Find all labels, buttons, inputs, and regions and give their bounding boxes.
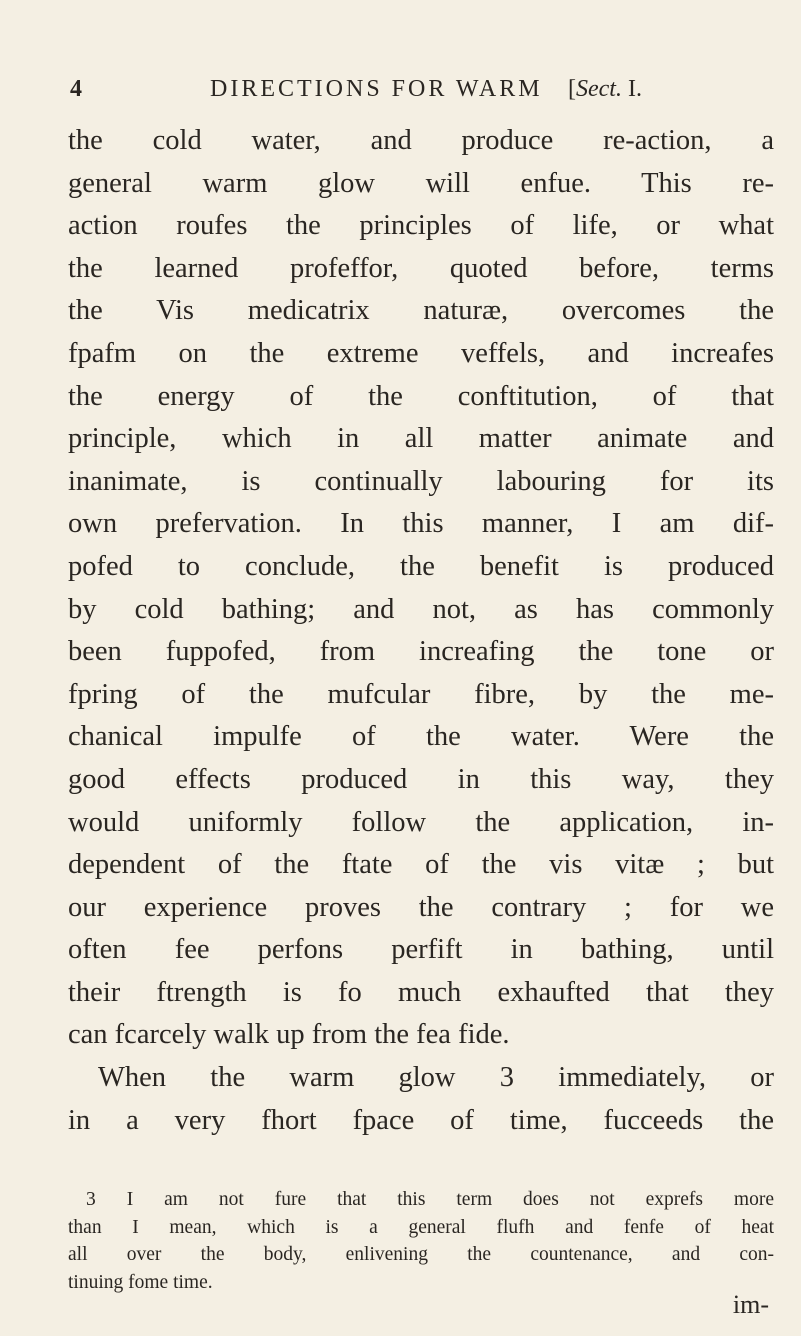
footnote-line: tinuing fome time.	[68, 1271, 213, 1293]
text-line: chanical impulfe of the water. Were the	[68, 721, 774, 753]
page-number: 4	[70, 76, 84, 102]
text-line: can fcarcely walk up from the fea fide.	[68, 1019, 510, 1051]
running-head	[70, 76, 770, 110]
text-line: good effects produced in this way, they	[68, 763, 774, 795]
text-line: pofed to conclude, the benefit is produced	[68, 550, 774, 582]
text-line: When the warm glow 3 immediately, or	[98, 1062, 774, 1094]
text-line: inanimate, is continually labouring for its	[68, 465, 774, 497]
text-line: often fee perfons perfift in bathing, until	[68, 934, 774, 966]
section-number: I.	[627, 76, 642, 102]
footnote-line: than I mean, which is a general flufh and fenfe of heat	[68, 1216, 774, 1238]
text-line: fpafm on the extreme veffels, and increafes	[68, 337, 774, 369]
text-line: general warm glow will enfue. This re-	[68, 167, 774, 199]
body-text	[68, 120, 774, 1142]
text-line: fpring of the mufcular fibre, by the me-	[68, 678, 774, 710]
footnote	[68, 1186, 774, 1296]
footnote-line: 3 I am not fure that this term does not exprefs more	[86, 1189, 774, 1210]
text-line: the energy of the conftitution, of that	[68, 380, 774, 412]
section-bracket: [	[568, 76, 576, 102]
text-line: would uniformly follow the application, in-	[68, 806, 774, 838]
running-title: DIRECTIONS FOR WARM	[210, 76, 543, 102]
text-line: our experience proves the contrary ; for we	[68, 891, 774, 923]
section-label: Sect.	[576, 76, 622, 102]
text-line: by cold bathing; and not, as has commonly	[68, 593, 774, 625]
text-line: the learned profeffor, quoted before, terms	[68, 252, 774, 284]
catchword: im-	[732, 1290, 769, 1319]
text-line: the cold water, and produce re-action, a	[68, 125, 774, 156]
text-line: their ftrength is fo much exhaufted that they	[68, 976, 774, 1008]
text-line: dependent of the ftate of the vis vitæ ; but	[68, 849, 774, 881]
text-line: in a very fhort fpace of time, fucceeds the	[68, 1104, 774, 1136]
section-reference	[568, 76, 642, 103]
footnote-line: all over the body, enlivening the countenance, and con-	[68, 1244, 774, 1265]
text-line: the Vis medicatrix naturæ, overcomes the	[68, 295, 774, 327]
text-line: own prefervation. In this manner, I am dif-	[68, 508, 774, 540]
text-line: principle, which in all matter animate and	[68, 423, 774, 455]
text-line: been fuppofed, from increafing the tone or	[68, 636, 774, 668]
text-line: action roufes the principles of life, or what	[68, 210, 774, 242]
